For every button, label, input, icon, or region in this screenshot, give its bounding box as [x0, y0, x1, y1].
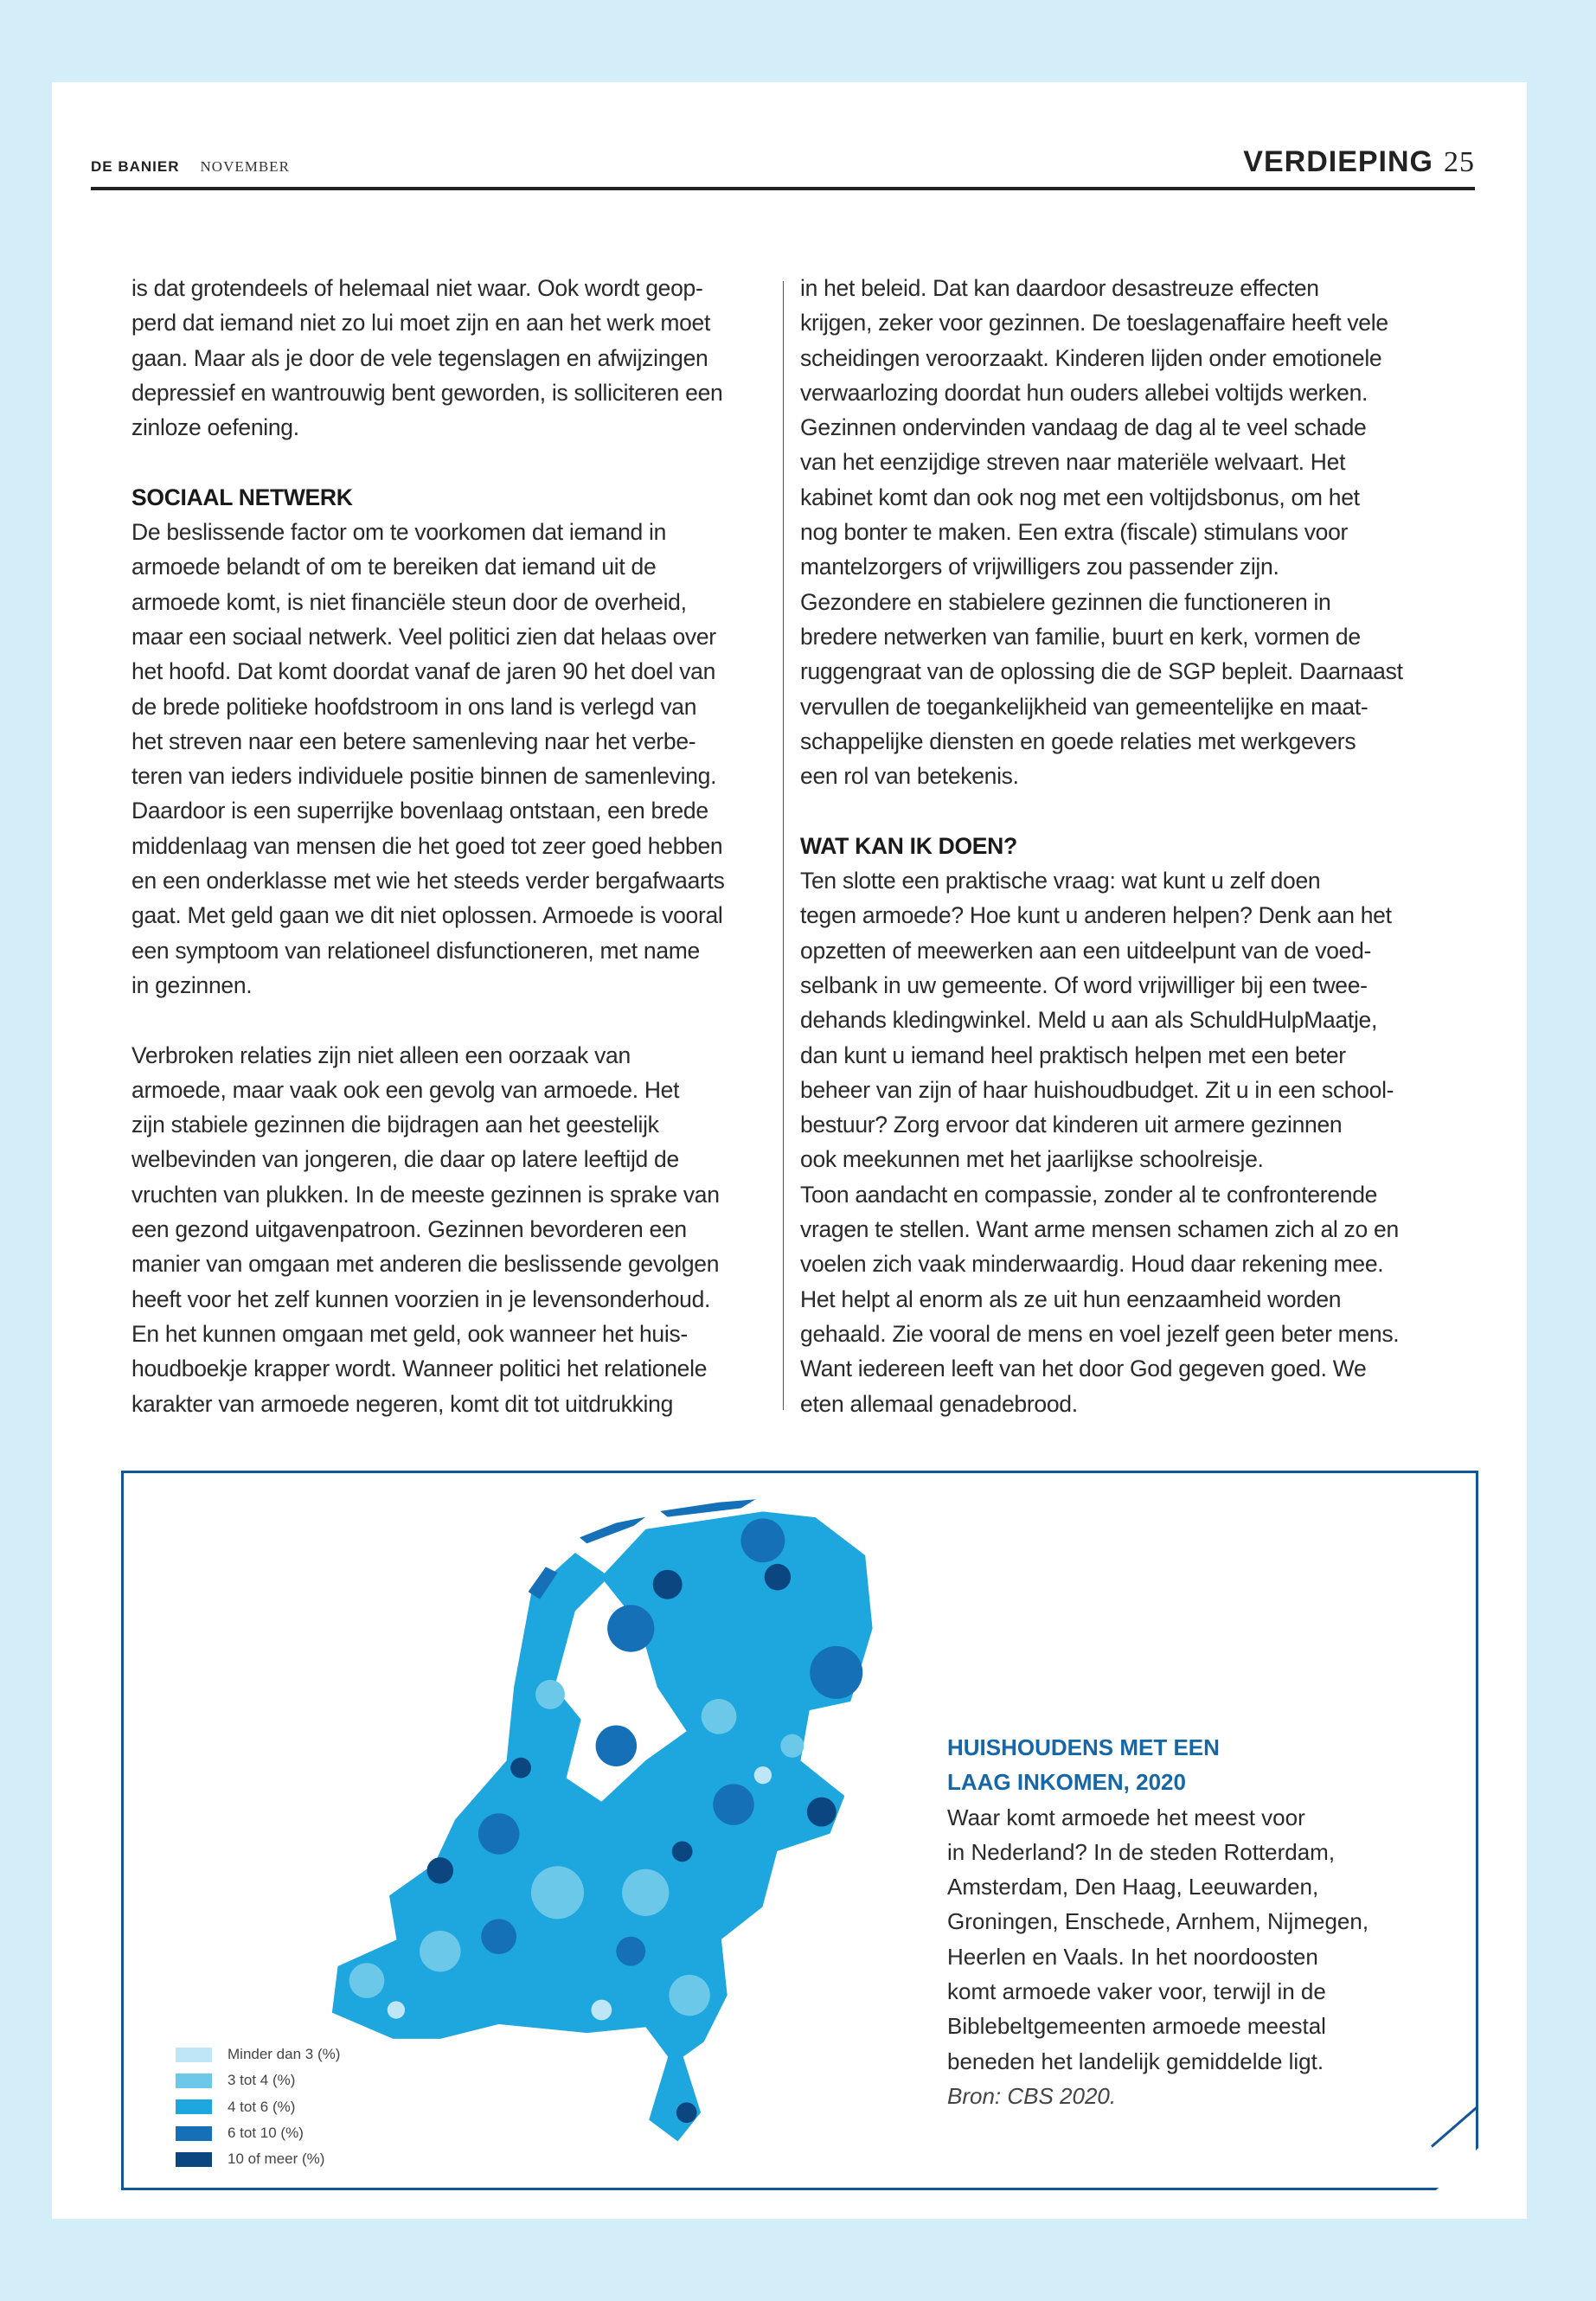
text-line: De beslissende factor om te voorkomen dat iemand in [131, 519, 667, 546]
text-line: maar een sociaal netwerk. Veel politici zien dat helaas over [131, 623, 716, 650]
text-line: tegen armoede? Hoe kunt u anderen helpen? Denk aan het [800, 902, 1392, 929]
text-line: een rol van betekenis. [800, 763, 1019, 790]
infobox-body-line: Groningen, Enschede, Arnhem, Nijmegen, [947, 1908, 1369, 1935]
text-line: in gezinnen. [131, 971, 253, 998]
section-title: VERDIEPING [1243, 145, 1433, 178]
text-line: heeft voor het zelf kunnen voorzien in je levensonderhoud. [131, 1285, 711, 1312]
text-line: En het kunnen omgaan met geld, ook wanneer het huis- [131, 1320, 688, 1347]
text-line: dan kunt u iemand heel praktisch helpen met een beter [800, 1042, 1346, 1068]
text-line: selbank in uw gemeente. Of word vrijwilliger bij een twee- [800, 971, 1368, 998]
legend-label: Minder dan 3 (%) [228, 2046, 341, 2063]
section-heading: WAT KAN IK DOEN? [800, 832, 1017, 859]
text-line: voelen zich vaak minderwaardig. Houd daar rekening mee. [800, 1251, 1384, 1278]
infobox-body [947, 1800, 1432, 2079]
text-line: ook meekunnen met het jaarlijkse schoolreisje. [800, 1146, 1264, 1173]
text-line: gehaald. Zie vooral de mens en voel jezelf geen beter mens. [800, 1320, 1400, 1347]
page-number: 25 [1444, 146, 1475, 178]
legend-item [176, 2067, 340, 2093]
text-line: dehands kledingwinkel. Meld u aan als SchuldHulpMaatje, [800, 1007, 1378, 1034]
text-line: de brede politieke hoofdstroom in ons land is verlegd van [131, 693, 697, 720]
publication-name: DE BANIER [91, 158, 180, 175]
legend-label: 4 tot 6 (%) [228, 2098, 296, 2115]
infobox-body-line: Amsterdam, Den Haag, Leeuwarden, [947, 1874, 1319, 1900]
text-line: het hoofd. Dat komt doordat vanaf de jaren 90 het doel van [131, 658, 716, 685]
legend-label: 6 tot 10 (%) [228, 2125, 304, 2142]
text-line: gaat. Met geld gaan we dit niet oplossen. Armoede is vooral [131, 902, 723, 929]
text-line: is dat grotendeels of helemaal niet waar. Ook wordt geop- [131, 275, 703, 301]
text-line: manier van omgaan met anderen die beslissende gevolgen [131, 1251, 720, 1278]
legend-item [176, 2094, 340, 2120]
text-line: Gezinnen ondervinden vandaag de dag al te veel schade [800, 414, 1367, 441]
legend-item [176, 2146, 340, 2172]
infobox-body-line: komt armoede vaker voor, terwijl in de [947, 1978, 1326, 2005]
infobox-title [947, 1730, 1432, 1800]
text-line: vervullen de toegankelijkheid van gemeentelijke en maat- [800, 693, 1368, 720]
infobox-caption [947, 1730, 1432, 2113]
text-line: Het helpt al enorm als ze uit hun eenzaamheid worden [800, 1285, 1342, 1312]
section-heading: SOCIAAL NETWERK [131, 484, 353, 510]
infobox-body-line: Heerlen en Vaals. In het noordoosten [947, 1943, 1318, 1970]
text-line: Want iedereen leeft van het door God gegeven goed. We [800, 1356, 1367, 1382]
text-line: het streven naar een betere samenleving naar het verbe- [131, 727, 696, 754]
infobox-body-line: Waar komt armoede het meest voor [947, 1804, 1305, 1830]
legend-item [176, 2041, 340, 2067]
infobox-source: Bron: CBS 2020. [947, 2082, 1117, 2109]
text-line: kabinet komt dan ook nog met een voltijdsbonus, om het [800, 484, 1360, 510]
text-line: van het eenzijdige streven naar materiële welvaart. Het [800, 449, 1346, 476]
text-line: Daardoor is een superrijke bovenlaag ontstaan, een brede [131, 798, 708, 824]
text-line: karakter van armoede negeren, komt dit tot uitdrukking [131, 1390, 674, 1417]
issue-month: NOVEMBER [200, 158, 290, 175]
text-line: scheidingen veroorzaakt. Kinderen lijden onder emotionele [800, 344, 1382, 371]
text-line: depressief en wantrouwig bent geworden, is solliciteren een [131, 379, 723, 406]
text-line: middenlaag van mensen die het goed tot zeer goed hebben [131, 832, 723, 859]
text-line: schappelijke diensten en goede relaties met werkgevers [800, 727, 1356, 754]
infobox-title-line: LAAG INKOMEN, 2020 [947, 1769, 1186, 1796]
text-line: krijgen, zeker voor gezinnen. De toeslagenaffaire heeft vele [800, 310, 1388, 336]
legend-swatch [176, 2152, 212, 2167]
text-line: zinloze oefening. [131, 414, 299, 441]
map-legend [176, 2041, 340, 2172]
text-line: Gezondere en stabielere gezinnen die functioneren in [800, 588, 1331, 615]
text-line: gaan. Maar als je door de vele tegenslagen en afwijzingen [131, 344, 708, 371]
legend-swatch [176, 2073, 212, 2088]
text-line: perd dat iemand niet zo lui moet zijn en aan het werk moet [131, 310, 711, 336]
text-line: bestuur? Zorg ervoor dat kinderen uit armere gezinnen [800, 1112, 1343, 1138]
text-line: Ten slotte een praktische vraag: wat kunt u zelf doen [800, 868, 1321, 894]
text-line: opzetten of meewerken aan een uitdeelpunt van de voed- [800, 937, 1372, 964]
legend-swatch [176, 2126, 212, 2141]
legend-label: 10 of meer (%) [228, 2150, 325, 2168]
infobox-body-line: beneden het landelijk gemiddelde ligt. [947, 2048, 1324, 2074]
text-line: en een onderklasse met wie het steeds verder bergafwaarts [131, 868, 725, 894]
text-line: een symptoom van relationeel disfunctioneren, met name [131, 937, 700, 964]
legend-label: 3 tot 4 (%) [228, 2072, 296, 2089]
text-line: teren van ieders individuele positie binnen de samenleving. [131, 763, 717, 790]
legend-swatch [176, 2048, 212, 2062]
text-line: ruggengraat van de oplossing die de SGP bepleit. Daarnaast [800, 658, 1403, 685]
text-line: houdboekje krapper wordt. Wanneer politici het relationele [131, 1356, 708, 1382]
text-line: zijn stabiele gezinnen die bijdragen aan het geestelijk [131, 1112, 659, 1138]
text-line: Verbroken relaties zijn niet alleen een oorzaak van [131, 1042, 631, 1068]
text-line: vruchten van plukken. In de meeste gezinnen is sprake van [131, 1181, 720, 1208]
text-line: Toon aandacht en compassie, zonder al te confronterende [800, 1181, 1378, 1208]
text-line: een gezond uitgavenpatroon. Gezinnen bevorderen een [131, 1216, 687, 1243]
text-line: beheer van zijn of haar huishoudbudget. Zit u in een school- [800, 1076, 1394, 1103]
text-line: mantelzorgers of vrijwilligers zou passender zijn. [800, 554, 1279, 580]
text-line: vragen te stellen. Want arme mensen schamen zich al zo en [800, 1216, 1399, 1243]
text-line: armoede komt, is niet financiële steun door de overheid, [131, 588, 687, 615]
text-line: nog bonter te maken. Een extra (fiscale) stimulans voor [800, 519, 1349, 546]
text-line: in het beleid. Dat kan daardoor desastreuze effecten [800, 275, 1319, 301]
text-line: welbevinden van jongeren, die daar op latere leeftijd de [131, 1146, 679, 1173]
infobox-body-line: Biblebeltgemeenten armoede meestal [947, 2013, 1326, 2040]
text-line: eten allemaal genadebrood. [800, 1390, 1078, 1417]
text-line: bredere netwerken van familie, buurt en kerk, vormen de [800, 623, 1361, 650]
legend-item [176, 2120, 340, 2146]
text-line: armoede belandt of om te bereiken dat iemand uit de [131, 554, 657, 580]
legend-swatch [176, 2099, 212, 2114]
text-line: armoede, maar vaak ook een gevolg van armoede. Het [131, 1076, 680, 1103]
text-line: verwaarlozing doordat hun ouders allebei voltijds werken. [800, 379, 1368, 406]
infobox-title-line: HUISHOUDENS MET EEN [947, 1734, 1220, 1760]
infobox-body-line: in Nederland? In de steden Rotterdam, [947, 1838, 1336, 1865]
